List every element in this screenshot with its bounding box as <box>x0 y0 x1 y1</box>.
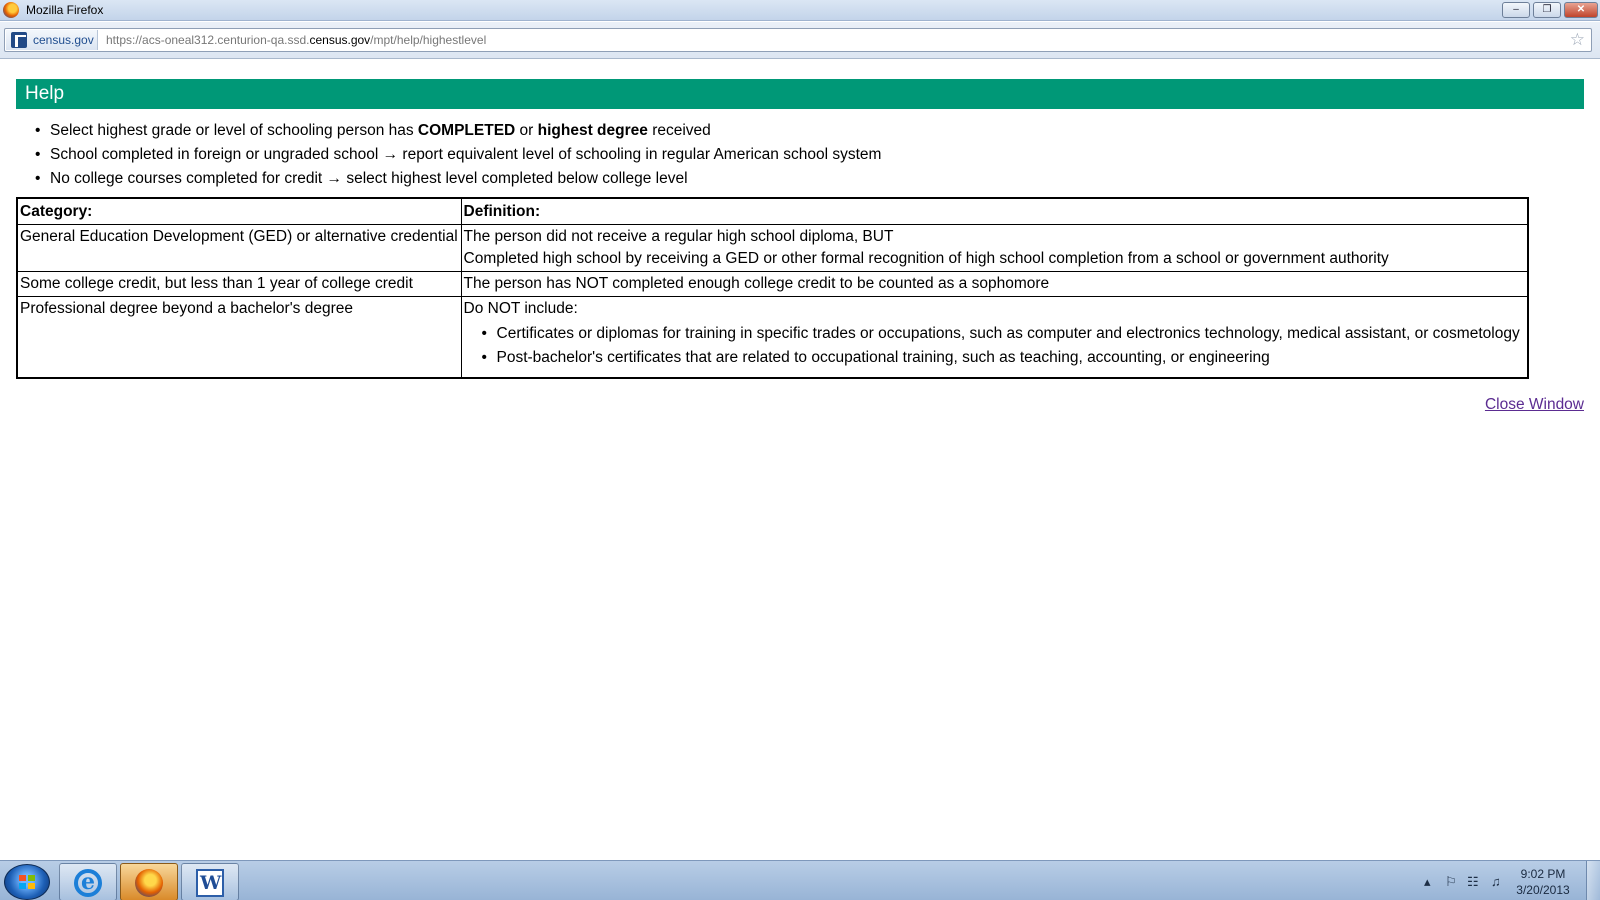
table-header-row <box>17 198 1528 225</box>
bold-highest-degree: highest degree <box>537 122 648 139</box>
definition-line: Completed high school by receiving a GED or other formal recognition of high school completion from a school or government authority <box>463 250 1389 267</box>
table-row <box>17 225 1528 272</box>
category-cell: General Education Development (GED) or alternative credential <box>17 225 461 272</box>
url-path: /mpt/help/highestlevel <box>370 33 487 47</box>
taskbar-word-button[interactable] <box>181 863 239 900</box>
taskbar-internet-explorer-button[interactable] <box>59 863 117 900</box>
exclusion-list <box>464 322 1526 370</box>
windows-taskbar <box>0 860 1600 900</box>
site-identity-label: census.gov <box>33 33 94 47</box>
volume-icon[interactable]: ♫ <box>1491 874 1501 889</box>
url-bar[interactable] <box>4 28 1592 52</box>
taskbar-firefox-button[interactable] <box>120 863 178 900</box>
window-titlebar <box>0 0 1600 21</box>
category-cell: Professional degree beyond a bachelor's degree <box>17 297 461 379</box>
url-host: census.gov <box>309 33 371 47</box>
help-bullet: • No college courses completed for credit → select highest level completed below college level <box>32 167 881 191</box>
clock-time[interactable]: 9:02 PM <box>1520 867 1566 881</box>
column-header-category: Category: <box>17 198 461 225</box>
census-favicon-icon <box>11 32 27 48</box>
help-bullet-list <box>32 119 881 191</box>
action-center-flag-icon[interactable]: ⚐ <box>1445 874 1457 889</box>
help-bullet: • Select highest grade or level of schooling person has COMPLETED or highest degree received <box>32 119 881 143</box>
url-prefix: https://acs-oneal312.centurion-qa.ssd. <box>106 33 310 47</box>
exclusion-item: • Post-bachelor's certificates that are related to occupational training, such as teaching, accounting, or engineering <box>464 346 1526 370</box>
definition-cell <box>461 272 1528 297</box>
definition-line: The person has NOT completed enough college credit to be counted as a sophomore <box>463 275 1050 292</box>
page-content <box>0 60 1600 860</box>
window-title: Mozilla Firefox <box>26 3 104 17</box>
clock-date[interactable]: 3/20/2013 <box>1516 883 1570 897</box>
firefox-icon <box>3 2 19 18</box>
site-identity-button[interactable] <box>6 30 98 50</box>
definition-line: The person did not receive a regular high school diploma, BUT <box>463 228 894 245</box>
definition-cell <box>461 297 1528 379</box>
close-button[interactable]: ✕ <box>1564 2 1598 18</box>
firefox-icon <box>135 869 163 897</box>
definition-intro: Do NOT include: <box>463 300 578 317</box>
show-hidden-icons-icon[interactable]: ▴ <box>1424 874 1431 889</box>
internet-explorer-icon <box>74 869 102 897</box>
help-title: Help <box>25 83 65 104</box>
restore-button[interactable]: ❐ <box>1533 2 1561 18</box>
exclusion-item: • Certificates or diplomas for training in specific trades or occupations, such as computer and electronics technology, medical assistant, or cosmetology <box>464 322 1526 346</box>
minimize-button[interactable]: – <box>1502 2 1530 18</box>
definition-cell <box>461 225 1528 272</box>
bold-completed: COMPLETED <box>417 122 516 139</box>
bookmark-star-icon[interactable]: ☆ <box>1569 30 1585 49</box>
column-header-definition: Definition: <box>461 198 1528 225</box>
help-bullet: • School completed in foreign or ungraded school → report equivalent level of schooling in regular American school system <box>32 143 881 167</box>
definitions-table <box>16 197 1529 379</box>
word-icon <box>196 869 224 897</box>
help-header-bar <box>16 79 1584 109</box>
close-window-link[interactable]: Close Window <box>1484 396 1584 413</box>
table-row <box>17 272 1528 297</box>
show-desktop-button[interactable] <box>1586 861 1600 900</box>
table-row <box>17 297 1528 379</box>
category-cell: Some college credit, but less than 1 year of college credit <box>17 272 461 297</box>
navigation-bar <box>0 22 1600 59</box>
start-button[interactable] <box>4 864 50 900</box>
network-icon[interactable]: ☷ <box>1467 874 1479 889</box>
url-text[interactable] <box>106 33 486 47</box>
